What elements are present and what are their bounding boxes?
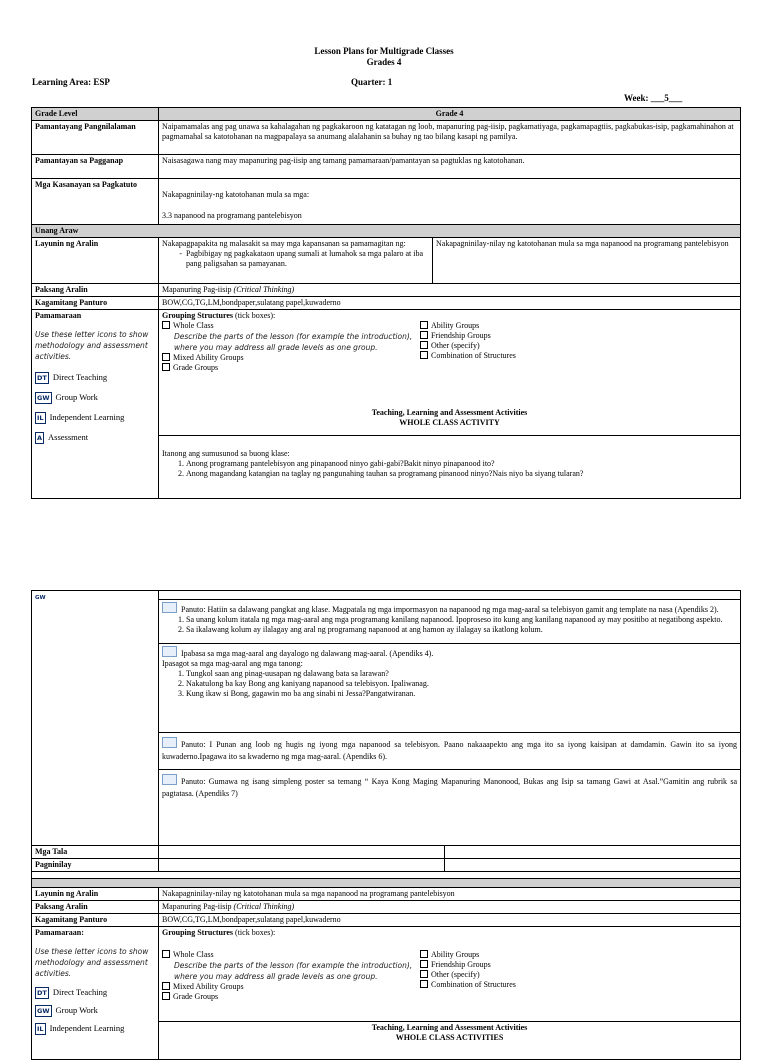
day-divider — [32, 879, 741, 888]
friendship-checkbox[interactable] — [420, 331, 428, 339]
legend-gw-label: Group Work — [55, 392, 98, 402]
kasanayan-text-2: 3.3 napanood na programang pantelebisyon — [162, 211, 302, 220]
paksa-cell — [159, 284, 741, 297]
ipabasa-block — [159, 643, 740, 726]
pamamaraan-cell — [32, 310, 159, 499]
document-title: Lesson Plans for Multigrade Classes — [314, 46, 454, 56]
grouping-2-title: Grouping Structures — [162, 928, 234, 937]
mga-tala-label: Mga Tala — [32, 846, 159, 859]
legend-dt-label: Direct Teaching — [52, 372, 108, 382]
panuto-2: Panuto: I Punan ang loob ng hugis ng iyong mga napanood sa telebisyon. Paano nakaaapekto ang mga ito sa iyong kaisipan at damdamin. Gawin ito sa iyong kuwaderno.Ipagawa ito sa kwaderno ng mga mag-aaral. (Apendiks 6). — [162, 740, 738, 761]
panuto-1-item-2: 2. Sa ikalawang kolum ay ilalagay ang aral ng programang napanood at ang hamon ay ilalagay sa ikatlong kolum. — [186, 625, 737, 635]
il-icon: IL — [37, 1025, 44, 1033]
grouping-suffix: (tick boxes): — [233, 311, 276, 320]
pamamaraan-2-label: Pamamaraan: — [35, 928, 84, 937]
checkbox-icon[interactable] — [162, 737, 177, 748]
mixed-2-label: Mixed Ability Groups — [173, 982, 244, 991]
layunin-bullet: - Pagbibigay ng pagkakataon upang sumali at lumahok sa mga palaro at iba pang paligsahan sa pamayanan. — [186, 249, 429, 269]
legend-2-il-label: Independent Learning — [49, 1023, 125, 1033]
layunin-label: Layunin ng Aralin — [32, 238, 159, 284]
combination-2-option[interactable] — [420, 980, 516, 990]
ability-option[interactable] — [420, 321, 516, 331]
layunin-left-text: Nakapagpapakita ng malasakit sa may mga kapansanan sa pamamagitan ng: — [162, 239, 406, 248]
mixed-label: Mixed Ability Groups — [173, 353, 244, 362]
mixed-checkbox[interactable] — [162, 353, 170, 361]
ability-checkbox[interactable] — [420, 321, 428, 329]
whole-class-activities: WHOLE CLASS ACTIVITIES — [395, 1033, 504, 1042]
gw-icon: GW — [37, 1007, 50, 1015]
grouping-2-suffix: (tick boxes): — [233, 928, 276, 937]
question-2: 2. Anong magandang katangian na taglay ng pangunahing tauhan sa programang pinanood ninyo?Nais niyo ba siyang tularan? — [186, 469, 737, 479]
paksa-label: Paksang Aralin — [32, 284, 159, 297]
layunin-2-text: Nakapagninilay-nilay ng katotohanan mula sa mga napanood na programang pantelebisyon — [159, 888, 741, 901]
combination-option[interactable] — [420, 351, 516, 361]
other-checkbox[interactable] — [420, 341, 428, 349]
grade-groups-2-checkbox[interactable] — [162, 992, 170, 1000]
pagninilay-right[interactable] — [445, 859, 741, 872]
pangnilalaman-label: Pamantayang Pangnilalaman — [32, 121, 159, 155]
layunin-2-label: Layunin ng Aralin — [32, 888, 159, 901]
whole-class-2-option[interactable] — [162, 950, 420, 960]
dt-icon: DT — [37, 374, 47, 382]
quarter: Quarter: 1 — [351, 77, 393, 87]
question-1: 1. Anong programang pantelebisyon ang pinapanood ninyo gabi-gabi?Bakit ninyo pinapanood ito? — [186, 459, 737, 469]
mixed-option[interactable] — [162, 353, 420, 363]
kagamitan-2-text: BOW,CG,TG,LM,bondpaper,sulatang papel,kuwaderno — [159, 914, 741, 927]
other-label: Other (specify) — [431, 341, 480, 350]
paksa-italic: (Critical Thinking) — [233, 285, 295, 294]
whole-class-option[interactable] — [162, 321, 420, 331]
legend-gw — [35, 392, 155, 404]
other-option[interactable] — [420, 341, 516, 351]
mixed-2-checkbox[interactable] — [162, 982, 170, 990]
whole-class-desc: Describe the parts of the lesson (for example the introduction), where you may address all grade levels as one group. — [174, 332, 413, 352]
mga-tala-left[interactable] — [159, 846, 445, 859]
whole-class-label: Whole Class — [173, 321, 214, 330]
ability-2-checkbox[interactable] — [420, 950, 428, 958]
checkbox-icon[interactable] — [162, 602, 177, 613]
pagninilay-left[interactable] — [159, 859, 445, 872]
panuto-3: Panuto: Gumawa ng isang simpleng poster sa temang “ Kaya Kong Maging Mapanuring Manonood, Bukas ang Isip sa tamang Gawi at Asal.”Gamitin ang rubrik sa pagtatasa. (Apendiks 7) — [162, 777, 738, 798]
paksa-2-cell — [159, 901, 741, 914]
legend-2-il — [35, 1023, 155, 1035]
kagamitan-text: BOW,CG,TG,LM,bondpaper,sulatang papel,kuwaderno — [159, 297, 741, 310]
dt-icon: DT — [37, 989, 47, 997]
grade-groups-label: Grade Groups — [173, 363, 219, 372]
paksa-2-text: Mapanuring Pag-iisip — [162, 902, 234, 911]
grade-level-value: Grade 4 — [159, 108, 741, 121]
whole-class-2-label: Whole Class — [173, 950, 214, 959]
grade-level-label: Grade Level — [32, 108, 159, 121]
panuto-1-item-1: 1. Sa unang kolum itatala ng mga mag-aaral ang mga programang kanilang napanood. Ipoproseso ito kung ang kanilang napanood ay may positibo at negatibong aspekto. — [186, 615, 737, 625]
legend-2-dt — [35, 987, 155, 999]
friendship-option[interactable] — [420, 331, 516, 341]
other-2-label: Other (specify) — [431, 970, 480, 979]
grade-groups-2-option[interactable] — [162, 992, 420, 1002]
pagninilay-label: Pagninilay — [32, 859, 159, 872]
itanong-text: Itanong ang sumusunod sa buong klase: — [162, 449, 290, 458]
mga-tala-right[interactable] — [445, 846, 741, 859]
friendship-2-option[interactable] — [420, 960, 516, 970]
combination-label: Combination of Structures — [431, 351, 516, 360]
whole-class-activity: WHOLE CLASS ACTIVITY — [399, 418, 500, 427]
checkbox-icon[interactable] — [162, 646, 177, 657]
unang-araw: Unang Araw — [32, 225, 741, 238]
friendship-label: Friendship Groups — [431, 331, 491, 340]
gw-icon: GW — [37, 394, 50, 402]
ipasagot-text: Ipasagot sa mga mag-aaral ang mga tanong: — [162, 659, 303, 668]
layunin-right: Nakapagninilay-nilay ng katotohanan mula sa mga napanood na programang pantelebisyon — [433, 238, 741, 284]
activities-cell — [159, 591, 741, 846]
ability-2-label: Ability Groups — [431, 950, 480, 959]
paksa-2-italic: (Critical Thinking) — [233, 902, 295, 911]
grade-groups-2-label: Grade Groups — [173, 992, 219, 1001]
pamamaraan-2-cell — [32, 927, 159, 1060]
grade-groups-checkbox[interactable] — [162, 363, 170, 371]
combination-2-checkbox[interactable] — [420, 980, 428, 988]
whole-class-2-checkbox[interactable] — [162, 950, 170, 958]
panuto-1: Panuto: Hatiin sa dalawang pangkat ang klase. Magpatala ng mga impormasyon na napanood ng mga mag-aaral sa telebisyon gamit ang template na nasa (Apendiks 2). — [181, 605, 719, 614]
a-icon: A — [37, 434, 43, 442]
kagamitan-2-label: Kagamitang Panturo — [32, 914, 159, 927]
combination-checkbox[interactable] — [420, 351, 428, 359]
panuto-2-block — [159, 732, 740, 769]
legend-note: Use these letter icons to show methodology and assessment activities. — [35, 330, 149, 361]
lesson-plan-table-1 — [31, 107, 741, 499]
ipabasa-text: Ipabasa sa mga mag-aaral ang dayalogo ng dalawang mag-aaral. (Apendiks 4). — [181, 649, 434, 658]
grade-groups-option[interactable] — [162, 363, 420, 373]
ipasagot-item-2: 2. Nakatulong ba kay Bong ang kaniyang napanood sa telebisyon. Ipaliwanag. — [186, 679, 737, 689]
pamamaraan-label: Pamamaraan — [35, 311, 82, 320]
kagamitan-label: Kagamitang Panturo — [32, 297, 159, 310]
grouping-cell — [159, 310, 741, 409]
combination-2-label: Combination of Structures — [431, 980, 516, 989]
ability-2-option[interactable] — [420, 950, 516, 960]
ability-label: Ability Groups — [431, 321, 480, 330]
il-icon: IL — [37, 414, 44, 422]
legend-il — [35, 412, 155, 424]
pagganap-text: Naisasagawa nang may mapanuring pag-iisip ang tamang pamamaraan/pamantayan sa pagtuklas ng katotohanan. — [159, 155, 741, 179]
whole-class-2-desc: Describe the parts of the lesson (for example the introduction), where you may address all grade levels as one group. — [174, 961, 413, 981]
grouping-2-cell — [159, 927, 741, 1022]
checkbox-icon[interactable] — [162, 774, 177, 785]
whole-class-checkbox[interactable] — [162, 321, 170, 329]
gw-small-icon: GW — [35, 595, 46, 601]
gw-cell — [32, 591, 159, 846]
kasanayan-label: Mga Kasanayan sa Pagkatuto — [32, 179, 159, 225]
panuto-3-block — [159, 769, 740, 804]
ipasagot-item-3: 3. Kung ikaw si Bong, gagawin mo ba ang sinabi ni Jessa?Pangatwiranan. — [186, 689, 737, 699]
grouping-title: Grouping Structures — [162, 311, 234, 320]
lesson-plan-table-2 — [31, 590, 741, 1060]
tla-2-title: Teaching, Learning and Assessment Activities — [371, 1023, 528, 1032]
week: Week: ___5___ — [624, 93, 683, 103]
learning-area: Learning Area: ESP — [32, 77, 110, 87]
kasanayan-text-1: Nakapagninilay-ng katotohanan mula sa mga: — [162, 190, 310, 199]
legend-2-note: Use these letter icons to show methodology and assessment activities. — [35, 947, 149, 978]
layunin-left — [159, 238, 433, 284]
other-2-checkbox[interactable] — [420, 970, 428, 978]
legend-2-gw — [35, 1005, 155, 1017]
legend-2-dt-label: Direct Teaching — [52, 987, 108, 997]
friendship-2-label: Friendship Groups — [431, 960, 491, 969]
ipasagot-item-1: 1. Tungkol saan ang pinag-uusapan ng dalawang bata sa larawan? — [186, 669, 737, 679]
tla-cell — [159, 408, 741, 436]
spacer-row — [32, 872, 741, 879]
tla-title: Teaching, Learning and Assessment Activities — [371, 408, 528, 417]
pangnilalaman-text: Naipamamalas ang pag unawa sa kahalagahan ng pagkakaroon ng katatagan ng loob, mapanuring pag-iisip, pagkamatiyaga, pagkamapagtiis, pagkabukas-isip, pagkamahinahon at pagmamahal sa katotohanan na magpapalaya sa anumang alalahanin sa buhay ng tao bilang kasapi ng pamilya. — [159, 121, 741, 155]
legend-2-gw-label: Group Work — [55, 1005, 98, 1015]
friendship-2-checkbox[interactable] — [420, 960, 428, 968]
grades-label: Grades 4 — [366, 57, 402, 67]
pagganap-label: Pamantayan sa Pagganap — [32, 155, 159, 179]
legend-a-label: Assessment — [48, 432, 89, 442]
legend-dt — [35, 372, 155, 384]
panuto-1-block — [159, 599, 740, 637]
other-2-option[interactable] — [420, 970, 516, 980]
paksa-2-label: Paksang Aralin — [32, 901, 159, 914]
mixed-2-option[interactable] — [162, 982, 420, 992]
itanong-cell — [159, 436, 741, 499]
legend-il-label: Independent Learning — [49, 412, 125, 422]
kasanayan-cell — [159, 179, 741, 225]
tla-2-cell — [159, 1022, 741, 1060]
legend-a — [35, 432, 155, 444]
paksa-text: Mapanuring Pag-iisip — [162, 285, 234, 294]
